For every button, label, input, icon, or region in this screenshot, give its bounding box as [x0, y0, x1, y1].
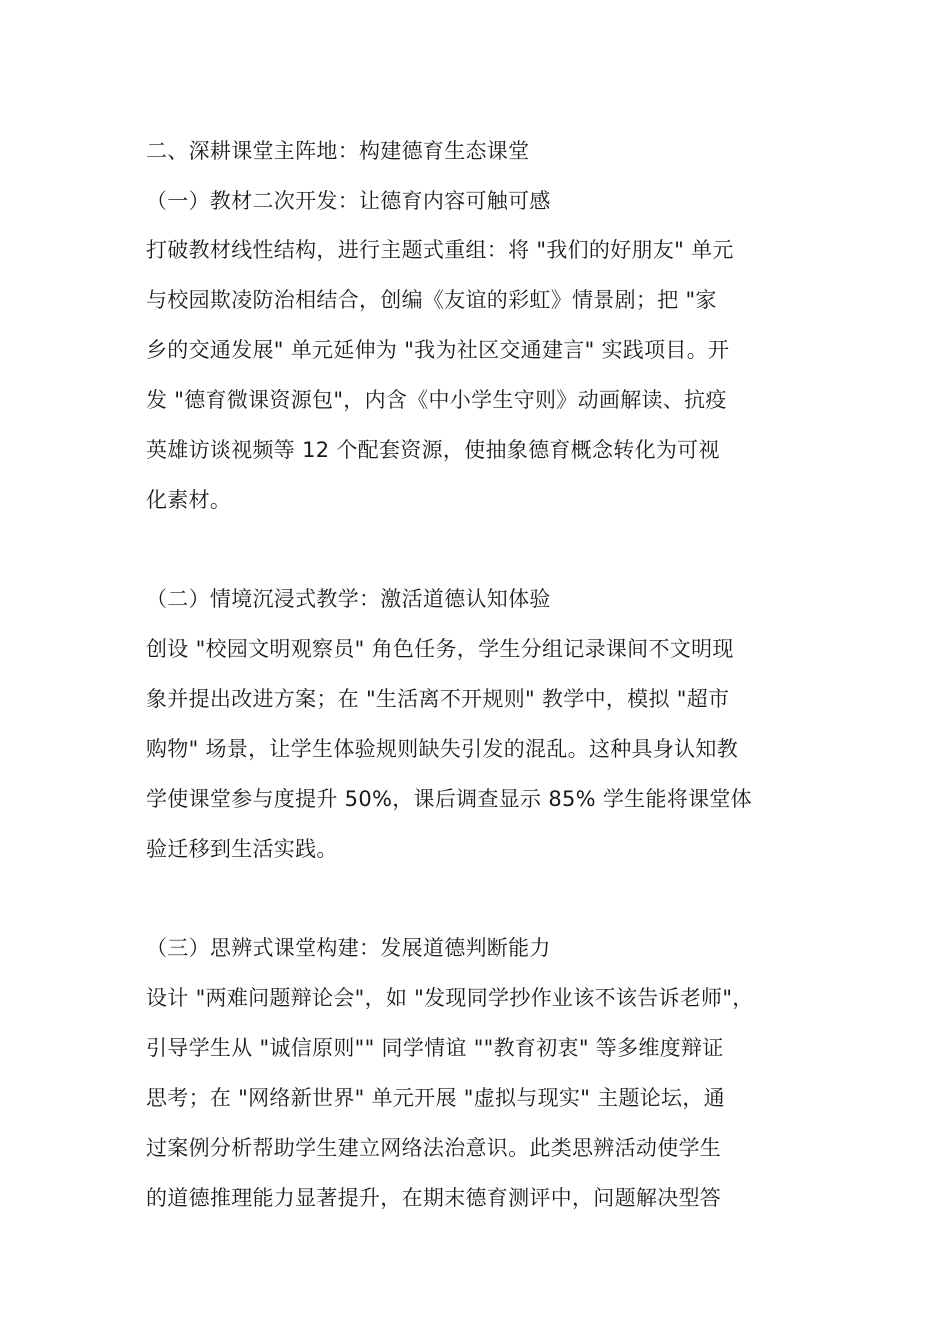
subsection-2-line: 验迁移到生活实践。 [146, 837, 338, 861]
subsection-3-line: 引导学生从 "诚信原则"" 同学情谊 ""教育初衷" 等多维度辩证 [146, 1036, 724, 1060]
subsection-3-line: 过案例分析帮助学生建立网络法治意识。此类思辨活动使学生 [146, 1136, 722, 1160]
subsection-2-line: 象并提出改进方案；在 "生活离不开规则" 教学中，模拟 "超市 [146, 687, 730, 711]
subsection-1-title: （一）教材二次开发：让德育内容可触可感 [146, 189, 551, 213]
subsection-3-line: 思考；在 "网络新世界" 单元开展 "虚拟与现实" 主题论坛，通 [146, 1086, 725, 1110]
subsection-3-line: 的道德推理能力显著提升，在期末德育测评中，问题解决型答 [146, 1186, 722, 1210]
subsection-3-line: 设计 "两难问题辩论会"，如 "发现同学抄作业该不该告诉老师"， [146, 986, 754, 1010]
subsection-2-line: 购物" 场景，让学生体验规则缺失引发的混乱。这种具身认知教 [146, 737, 739, 761]
subsection-1-line: 发 "德育微课资源包"，内含《中小学生守则》动画解读、抗疫 [146, 388, 727, 412]
subsection-2-line: 学使课堂参与度提升 50%，课后调查显示 85% 学生能将课堂体 [146, 787, 752, 811]
subsection-1-line: 打破教材线性结构，进行主题式重组：将 "我们的好朋友" 单元 [146, 238, 734, 262]
subsection-1-line: 乡的交通发展" 单元延伸为 "我为社区交通建言" 实践项目。开 [146, 338, 730, 362]
subsection-1-line: 化素材。 [146, 488, 232, 512]
subsection-1-line: 与校园欺凌防治相结合，创编《友谊的彩虹》情景剧；把 "家 [146, 288, 717, 312]
subsection-3-title: （三）思辨式课堂构建：发展道德判断能力 [146, 936, 551, 960]
subsection-2-line: 创设 "校园文明观察员" 角色任务，学生分组记录课间不文明现 [146, 637, 734, 661]
section-title: 二、深耕课堂主阵地：构建德育生态课堂 [146, 139, 530, 163]
subsection-2-title: （二）情境沉浸式教学：激活道德认知体验 [146, 587, 551, 611]
subsection-1-line: 英雄访谈视频等 12 个配套资源，使抽象德育概念转化为可视 [146, 438, 720, 462]
